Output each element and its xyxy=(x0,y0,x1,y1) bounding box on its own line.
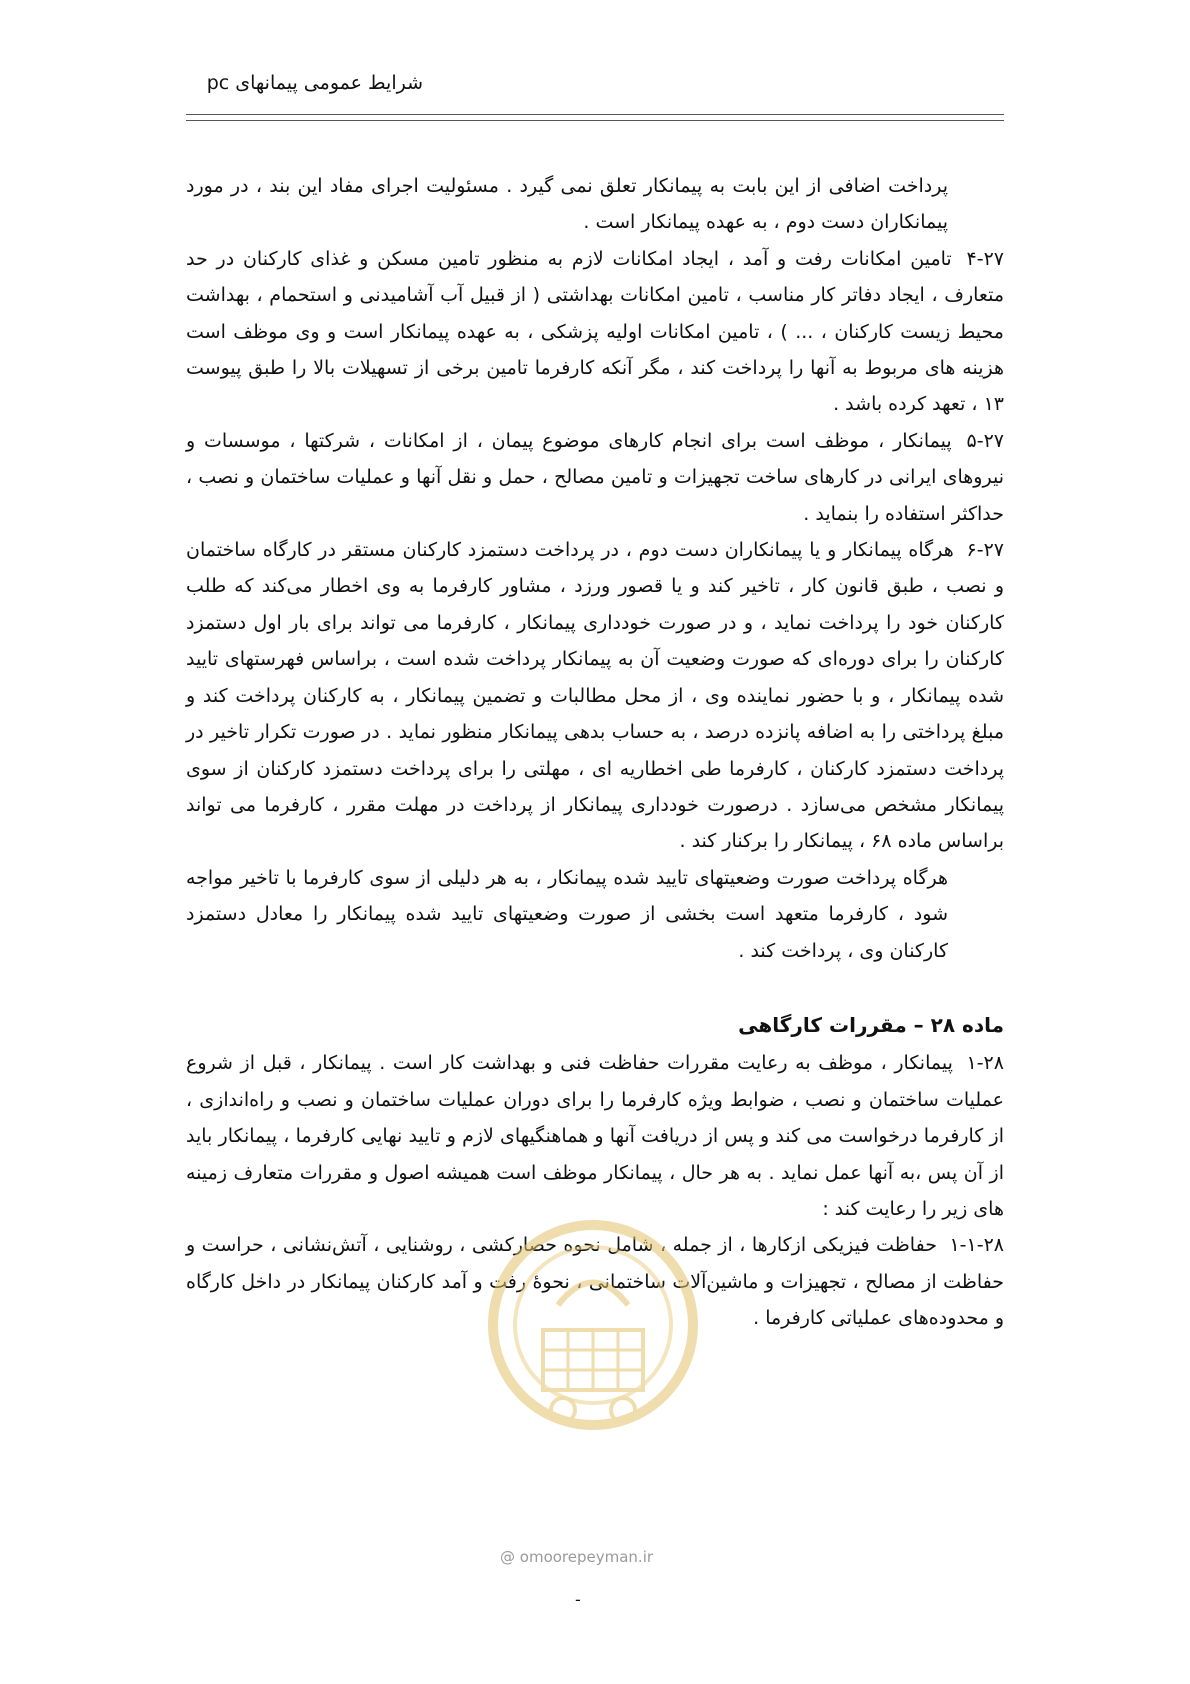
clause-text: تامین امکانات رفت و آمد ، ایجاد امکانات لازم به منظور تامین مسکن و غذای کارکنان در حد متعارف ، ایجاد دفاتر کار مناسب ، تامین امکانات بهداشتی ( از قبیل آب آشامیدنی و استحمام ، بهداشت محیط زیست کارکنان ، ... ) ، تامین امکانات اولیه پزشکی ، به عهده پیمانکار است و وی موظف است هزینه های مربوط به آنها را پرداخت کند ، مگر آنکه کارفرما تامین برخی از تسهیلات بالا را طبق پیوست ۱۳ ، تعهد کرده باشد . xyxy=(186,247,1004,416)
header-double-rule xyxy=(186,114,1004,121)
clause-number: ۴-۲۷ xyxy=(966,247,1004,270)
paragraph-text: هرگاه پرداخت صورت وضعیتهای تایید شده پیمانکار ، به هر دلیلی از سوی کارفرما با تاخیر مواجه شود ، کارفرما متعهد است بخشی از صورت وضعیتهای تایید شده پیمانکار را معادل دستمزد کارکنان وی ، پرداخت کند . xyxy=(186,866,948,962)
paragraph-continuation xyxy=(186,168,1004,241)
section-title: ماده ۲۸ – مقررات کارگاهی xyxy=(738,1012,1004,1037)
clause-text: پیمانکار ، موظف به رعایت مقررات حفاظت فنی و بهداشت کار است . پیمانکار ، قبل از شروع عملیات ساختمان و نصب ، ضوابط ویژه کارفرما را برای دوران عملیات ساختمان و نصب و راه‌اندازی ، از کارفرما درخواست می کند و پس از دریافت آنها و هماهنگیهای لازم و تایید نهایی کارفرما ، پیمانکار باید از آن پس ،به آنها عمل نماید . به هر حال ، پیمانکار موظف است همیشه اصول و مقررات متعارف زمینه های زیر را رعایت کند : xyxy=(186,1052,1004,1220)
paragraph-text: پرداخت اضافی از این بابت به پیمانکار تعلق نمی گیرد . مسئولیت اجرای مفاد این بند ، در مورد پیمانکاران دست دوم ، به عهده پیمانکار است . xyxy=(186,175,948,234)
section-spacer xyxy=(186,969,1004,1007)
page-number: - xyxy=(575,1590,581,1609)
clause-28-1 xyxy=(186,1045,1004,1227)
document-body xyxy=(186,168,1004,1337)
clause-27-4 xyxy=(186,241,1004,423)
watermark-url: @ omoorepeyman.ir xyxy=(500,1548,654,1566)
clause-number: ۶-۲۷ xyxy=(966,539,1004,562)
clause-text: حفاظت فیزیکی ازکارها ، از جمله ، شامل نحوه حصارکشی ، روشنایی ، آتش‌نشانی ، حراست و حفاظت از مصالح ، تجهیزات و ماشین‌آلات ساختمانی ، نحوهٔ رفت و آمد کارکنان پیمانکار در داخل کارگاه و محدوده‌های عملیاتی کارفرما . xyxy=(186,1234,1004,1330)
clause-number: ۱-۱-۲۸ xyxy=(949,1234,1004,1257)
clause-27-6 xyxy=(186,532,1004,860)
clause-28-1-1 xyxy=(186,1227,1004,1336)
paragraph-late-payment xyxy=(186,860,1004,969)
page-header-title: شرایط عمومی پیمانهای pc xyxy=(206,72,423,94)
clause-27-5 xyxy=(186,423,1004,532)
clause-number: ۱-۲۸ xyxy=(966,1052,1004,1075)
clause-text: پیمانکار ، موظف است برای انجام کارهای موضوع پیمان ، از امکانات ، شرکتها ، موسسات و نیروهای ایرانی در کارهای ساخت تجهیزات و تامین مصالح ، حمل و نقل آنها و عملیات ساختمان و نصب ، حداکثر استفاده را بنماید . xyxy=(186,429,1004,525)
clause-text: هرگاه پیمانکار و یا پیمانکاران دست دوم ، در پرداخت دستمزد کارکنان مستقر در کارگاه ساختمان و نصب ، طبق قانون کار ، تاخیر کند و یا قصور ورزد ، مشاور کارفرما به وی اخطار می‌کند که طلب کارکنان خود را پرداخت نماید ، و در صورت خودداری پیمانکار ، کارفرما می تواند برای بار اول دستمزد کارکنان را برای دوره‌ای که صورت وضعیت آن به پیمانکار پرداخت شده است ، براساس فهرستهای تایید شده پیمانکار ، و با حضور نماینده وی ، از محل مطالبات و تضمین پیمانکار ، به کارکنان پرداخت کند و مبلغ پرداختی را به اضافه پانزده درصد ، به حساب بدهی پیمانکار منظور نماید . در صورت تکرار تاخیر در پرداخت دستمزد کارکنان ، کارفرما طی اخطاریه ای ، مهلتی را برای پرداخت دستمزد کارکنان از سوی پیمانکار مشخص می‌سازد . درصورت خودداری پیمانکار از پرداخت در مهلت مقرر ، کارفرما می تواند براساس ماده ۶۸ ، پیمانکار را برکنار کند . xyxy=(186,539,1004,853)
clause-number: ۵-۲۷ xyxy=(966,429,1004,452)
